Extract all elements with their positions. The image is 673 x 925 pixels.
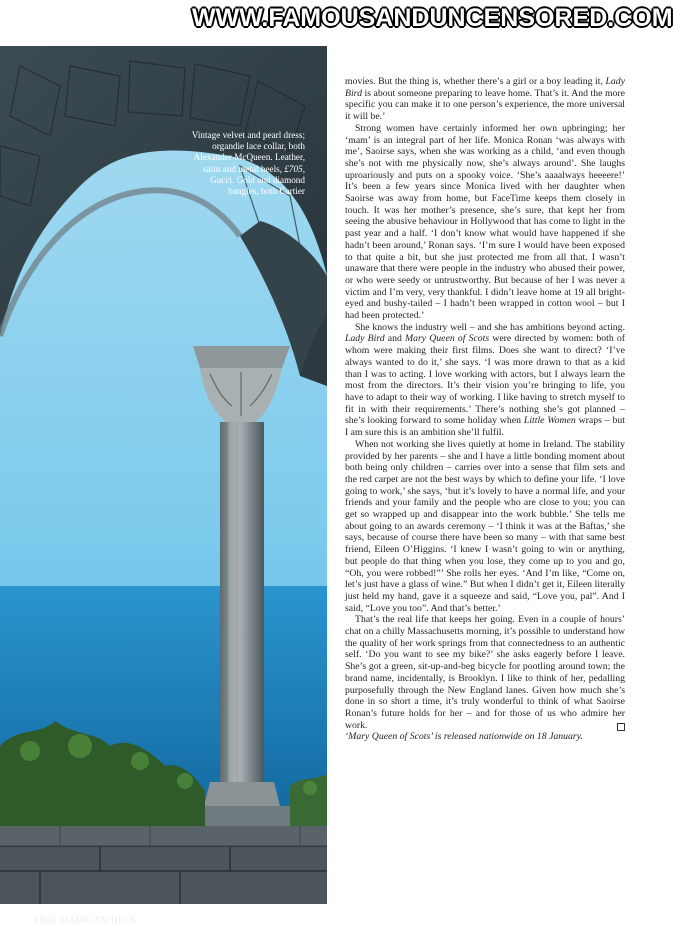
caption-text-b: , Gucci. Gold and diamond bangles, both Cartier bbox=[210, 163, 305, 197]
article-column bbox=[345, 76, 625, 743]
p1-text: movies. But the thing is, whether there’s a girl or a boy leading it, bbox=[345, 76, 606, 87]
caption-text-a: Vintage velvet and pearl dress; organdie lace collar, both Alexander McQueen. Leather, satin and metal heels, bbox=[191, 130, 305, 174]
photo-credit: ERIK MADIGAN HECK bbox=[34, 915, 138, 925]
p3-film-title-1: Lady Bird bbox=[345, 333, 385, 345]
caption-price: £705 bbox=[284, 163, 303, 174]
p3-text-a: She knows the industry well – and she has ambitions beyond acting. bbox=[355, 321, 625, 333]
article-paragraph-1 bbox=[345, 76, 625, 123]
watermark-text: WWW.FAMOUSANDUNCENSORED.COM bbox=[192, 4, 673, 32]
end-mark-icon bbox=[617, 723, 625, 731]
p3-text-c: wraps – but I am sure this is an ambition she’ll fulfil. bbox=[345, 415, 625, 439]
p3-film-title-2: Mary Queen of Scots bbox=[405, 333, 490, 345]
article-paragraph-5 bbox=[345, 614, 625, 731]
article-paragraph-2: Strong women have certainly informed her own upbringing; her ‘mam’ is an integral part of her life. Monica Ronan ‘was always with me’, Saoirse says, when she was working as a child, ‘and even though she’s not with me physically now, she’s always around’. She laughs uproariously and puts on a spooky voice. ‘She’s aaaalways heeeere!’ It’s been a few years since Monica lived with her daughter when Saoirse was away from home, but FaceTime keeps them closely in touch. It was her mother’s presence, she’s sure, that kept her from seeing the abusive behaviour in Hollywood that has come to light in the past year and a half. ‘I don’t know what would have happened if she hadn’t been around,’ Ronan says. ‘I’m sure I would have been exposed to that quite a bit, but she just protected me from all that. I wasn’t unaware that there were people in the industry who abused their power, or who were seedy or untrustworthy. But because of her I was never a victim and I’m very, very thankful. I didn’t leave home at 19 all bright-eyed and bushy-tailed – I hadn’t been wrapped in cotton wool – but I had been protected.’ bbox=[345, 122, 625, 322]
cover-photo bbox=[0, 46, 327, 925]
watermark-banner bbox=[0, 0, 673, 38]
article-paragraph-4: When not working she lives quietly at home in Ireland. The stability provided by her parents – she and I have a little bonding moment about both being only children – carries over into a sense that film sets and the red carpet are not the best ways by which to define your life. ‘I love going to work,’ she says, ‘but it’s lovely to have a normal life, and your friends and your family and the people who are close to you; you can get so wrapped up and disappear into the work bubble.’ She tells me about going to an awards ceremony – ‘I think it was at the Baftas,’ she says, because of course there have been so many – with that same best friend, Eileen O’Higgins. ‘I knew I wasn’t going to win or anything, but people do that thing when you lose, they come up to you and go, “Oh, you were robbed!”’ She rolls her eyes. ‘And I’m like, “Come on, let’s just have a glass of wine.” But when I didn’t get it, Eileen literally just held my hand, gave it a squeeze and said, “Love you, pal”. And I said, “Love you too”. And that’s better.’ bbox=[345, 438, 625, 614]
photo-caption bbox=[183, 130, 305, 197]
release-footnote: ‘Mary Queen of Scots’ is released nationwide on 18 January. bbox=[345, 731, 583, 743]
p1-text-b: is about someone preparing to leave home. That’s it. And the more specific you can make it to one person’s experience, the more universal it will be.’ bbox=[345, 87, 625, 123]
p3-film-title-3: Little Women bbox=[523, 415, 576, 427]
p5-text: That’s the real life that keeps her going. Even in a couple of hours’ chat on a chilly Massachusetts morning, it’s possible to understand how the quality of her work springs from that connectedness to an authentic self. ‘Do you want to see my bike?’ she asks eagerly before I leave. She’s got a green, sit-up-and-beg bicycle for pootling around town; the brand name, incidentally, is Brooklyn. I like to think of her, pedalling purposefully through the New England lanes. Given how much she’s done in so short a time, it’s truly wonderful to think of what Saoirse Ronan’s future holds for her – and for those of us who admire her work. bbox=[345, 614, 625, 731]
p1-film-title: Lady Bird bbox=[345, 76, 625, 99]
p3-text-mid: and bbox=[384, 333, 405, 345]
p3-text-b: were directed by women: both of whom were making their first films. Does she want to direct? ‘I’ve always wanted to do it,’ she says. ‘I was more drawn to that as a kid than I was to acting. I love working with actors, but I always learn the most from the directors. It’s their vision you’re bringing to life, you have to adapt to their way of working. I like having to stretch myself to fit in with their requirements.’ There’s nothing she’s got planned – she’s looking forward to some holiday when bbox=[345, 333, 625, 427]
article-paragraph-3 bbox=[345, 322, 625, 439]
